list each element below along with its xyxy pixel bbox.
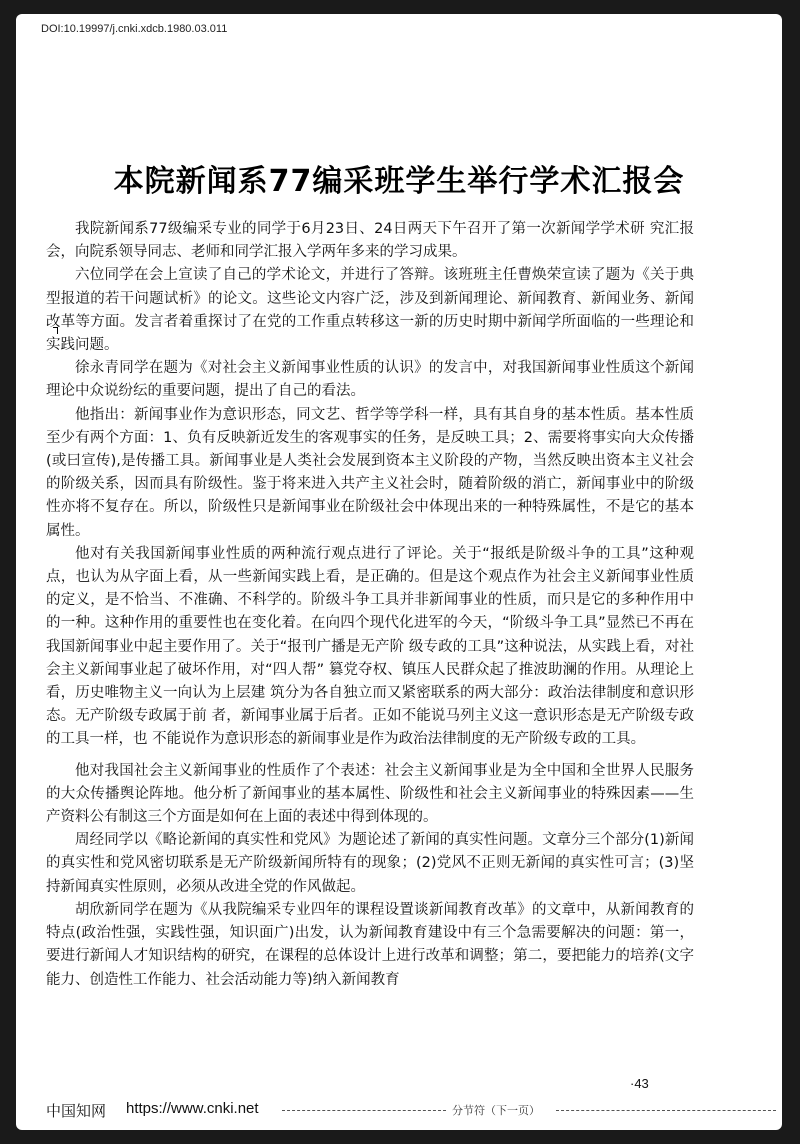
section-break-line <box>556 1110 776 1111</box>
paragraph: 胡欣新同学在题为《从我院编采专业四年的课程设置谈新闻教育改革》的文章中，从新闻教育的特点(政治性强，实践性强，知识面广)出发，认为新闻教育建设中有三个急需要解决的问题：第一，要进行新闻人才知识结构的研究，在课程的总体设计上进行改革和调整；第二，要把能力的培养(文字能力、创造性工作能力、社会活动能力等)纳入新闻教育 <box>46 901 694 988</box>
paragraph: 徐永青同学在题为《对社会主义新闻事业性质的认识》的发言中，对我国新闻事业性质这个新闻理论中众说纷纭的重要问题，提出了自己的看法。 <box>46 360 694 400</box>
section-break-label: 分节符（下一页） <box>452 1104 540 1117</box>
cnki-url-link[interactable]: https://www.cnki.net <box>126 1100 259 1117</box>
article-body <box>46 218 694 992</box>
doi-label: DOI:10.19997/j.cnki.xdcb.1980.03.011 <box>41 23 228 35</box>
paragraph: 他对我国社会主义新闻事业的性质作了个表述：社会主义新闻事业是为全中国和全世界人民服务的大众传播舆论阵地。他分析了新闻事业的基本属性、阶级性和社会主义新闻事业的特殊因素——生产资料公有制这三个方面是如何在上面的表述中得到体现的。 <box>46 762 694 826</box>
footer <box>46 1100 782 1124</box>
paragraph: 周经同学以《略论新闻的真实性和党风》为题论述了新闻的真实性问题。文章分三个部分(1)新闻的真实性和党风密切联系是无产阶级新闻所特有的现象；(2)党风不正则无新闻的真实性可言；(3)坚持新闻真实性原则，必须从改进全党的作风做起。 <box>46 832 694 895</box>
document-page <box>16 14 782 1130</box>
article-title: 本院新闻系77编采班学生举行学术汇报会 <box>113 164 685 199</box>
page-number: ·43 <box>630 1076 649 1091</box>
paragraph: 我院新闻系77级编采专业的同学于6月23日、24日两天下午召开了第一次新闻学学术研 究汇报会，向院系领导同志、老师和同学汇报入学两年多来的学习成果。 <box>46 221 694 261</box>
cnki-brand: 中国知网 <box>46 1102 107 1120</box>
paragraph: 六位同学在会上宣读了自己的学术论文，并进行了答辩。该班班主任曹焕荣宣读了题为《关于典型报道的若干问题试析》的论文。这些论文内容广泛，涉及到新闻理论、新闻教育、新闻业务、新闻改革等方面。发言者着重探讨了在党的工作重点转移这一新的历史时期中新闻学所面临的一些理论和实践问题。 <box>46 267 694 354</box>
section-break-line <box>282 1110 446 1111</box>
paragraph: 他对有关我国新闻事业性质的两种流行观点进行了评论。关于“报纸是阶级斗争的工具”这种观点，也认为从字面上看，从一些新闻实践上看，是正确的。但是这个观点作为社会主义新闻事业性质的定义，是不恰当、不准确、不科学的。阶级斗争工具并非新闻事业的性质，而只是它的多种作用中的一种。这种作用的重要性也在变化着。在向四个现代化进军的今天，“阶级斗争工具”显然已不再在我国新闻事业中起主要作用了。关于“报刊广播是无产阶 级专政的工具”这种说法，从实践上看，对社会主义新闻事业起了破坏作用，对“四人帮” 篡党夺权、镇压人民群众起了推波助澜的作用。从理论上看，历史唯物主义一向认为上层建 筑分为各自独立而又紧密联系的两大部分：政治法律制度和意识形态。无产阶级专政属于前 者，新闻事业属于后者。正如不能说马列主义这一意识形态是无产阶级专政的工具一样，也 不能说作为意识形态的新闹事业是作为政治法律制度的无产阶级专政的工具。 <box>46 545 694 748</box>
paragraph: 他指出：新闻事业作为意识形态，同文艺、哲学等学科一样，具有其自身的基本性质。基本性质至少有两个方面：1、负有反映新近发生的客观事实的任务，是反映工具；2、需要将事实向大众传播(或曰宣传),是传播工具。新闻事业是人类社会发展到资本主义阶段的产物，当然反映出资本主义社会的阶级关系，因而具有阶级性。鉴于将来进入共产主义社会时，随着阶级的消亡，新闻事业中的阶级性亦将不复存在。所以，阶级性只是新闻事业在阶级社会中体现出来的一种特殊属性，不是它的基本属性。 <box>46 406 694 539</box>
